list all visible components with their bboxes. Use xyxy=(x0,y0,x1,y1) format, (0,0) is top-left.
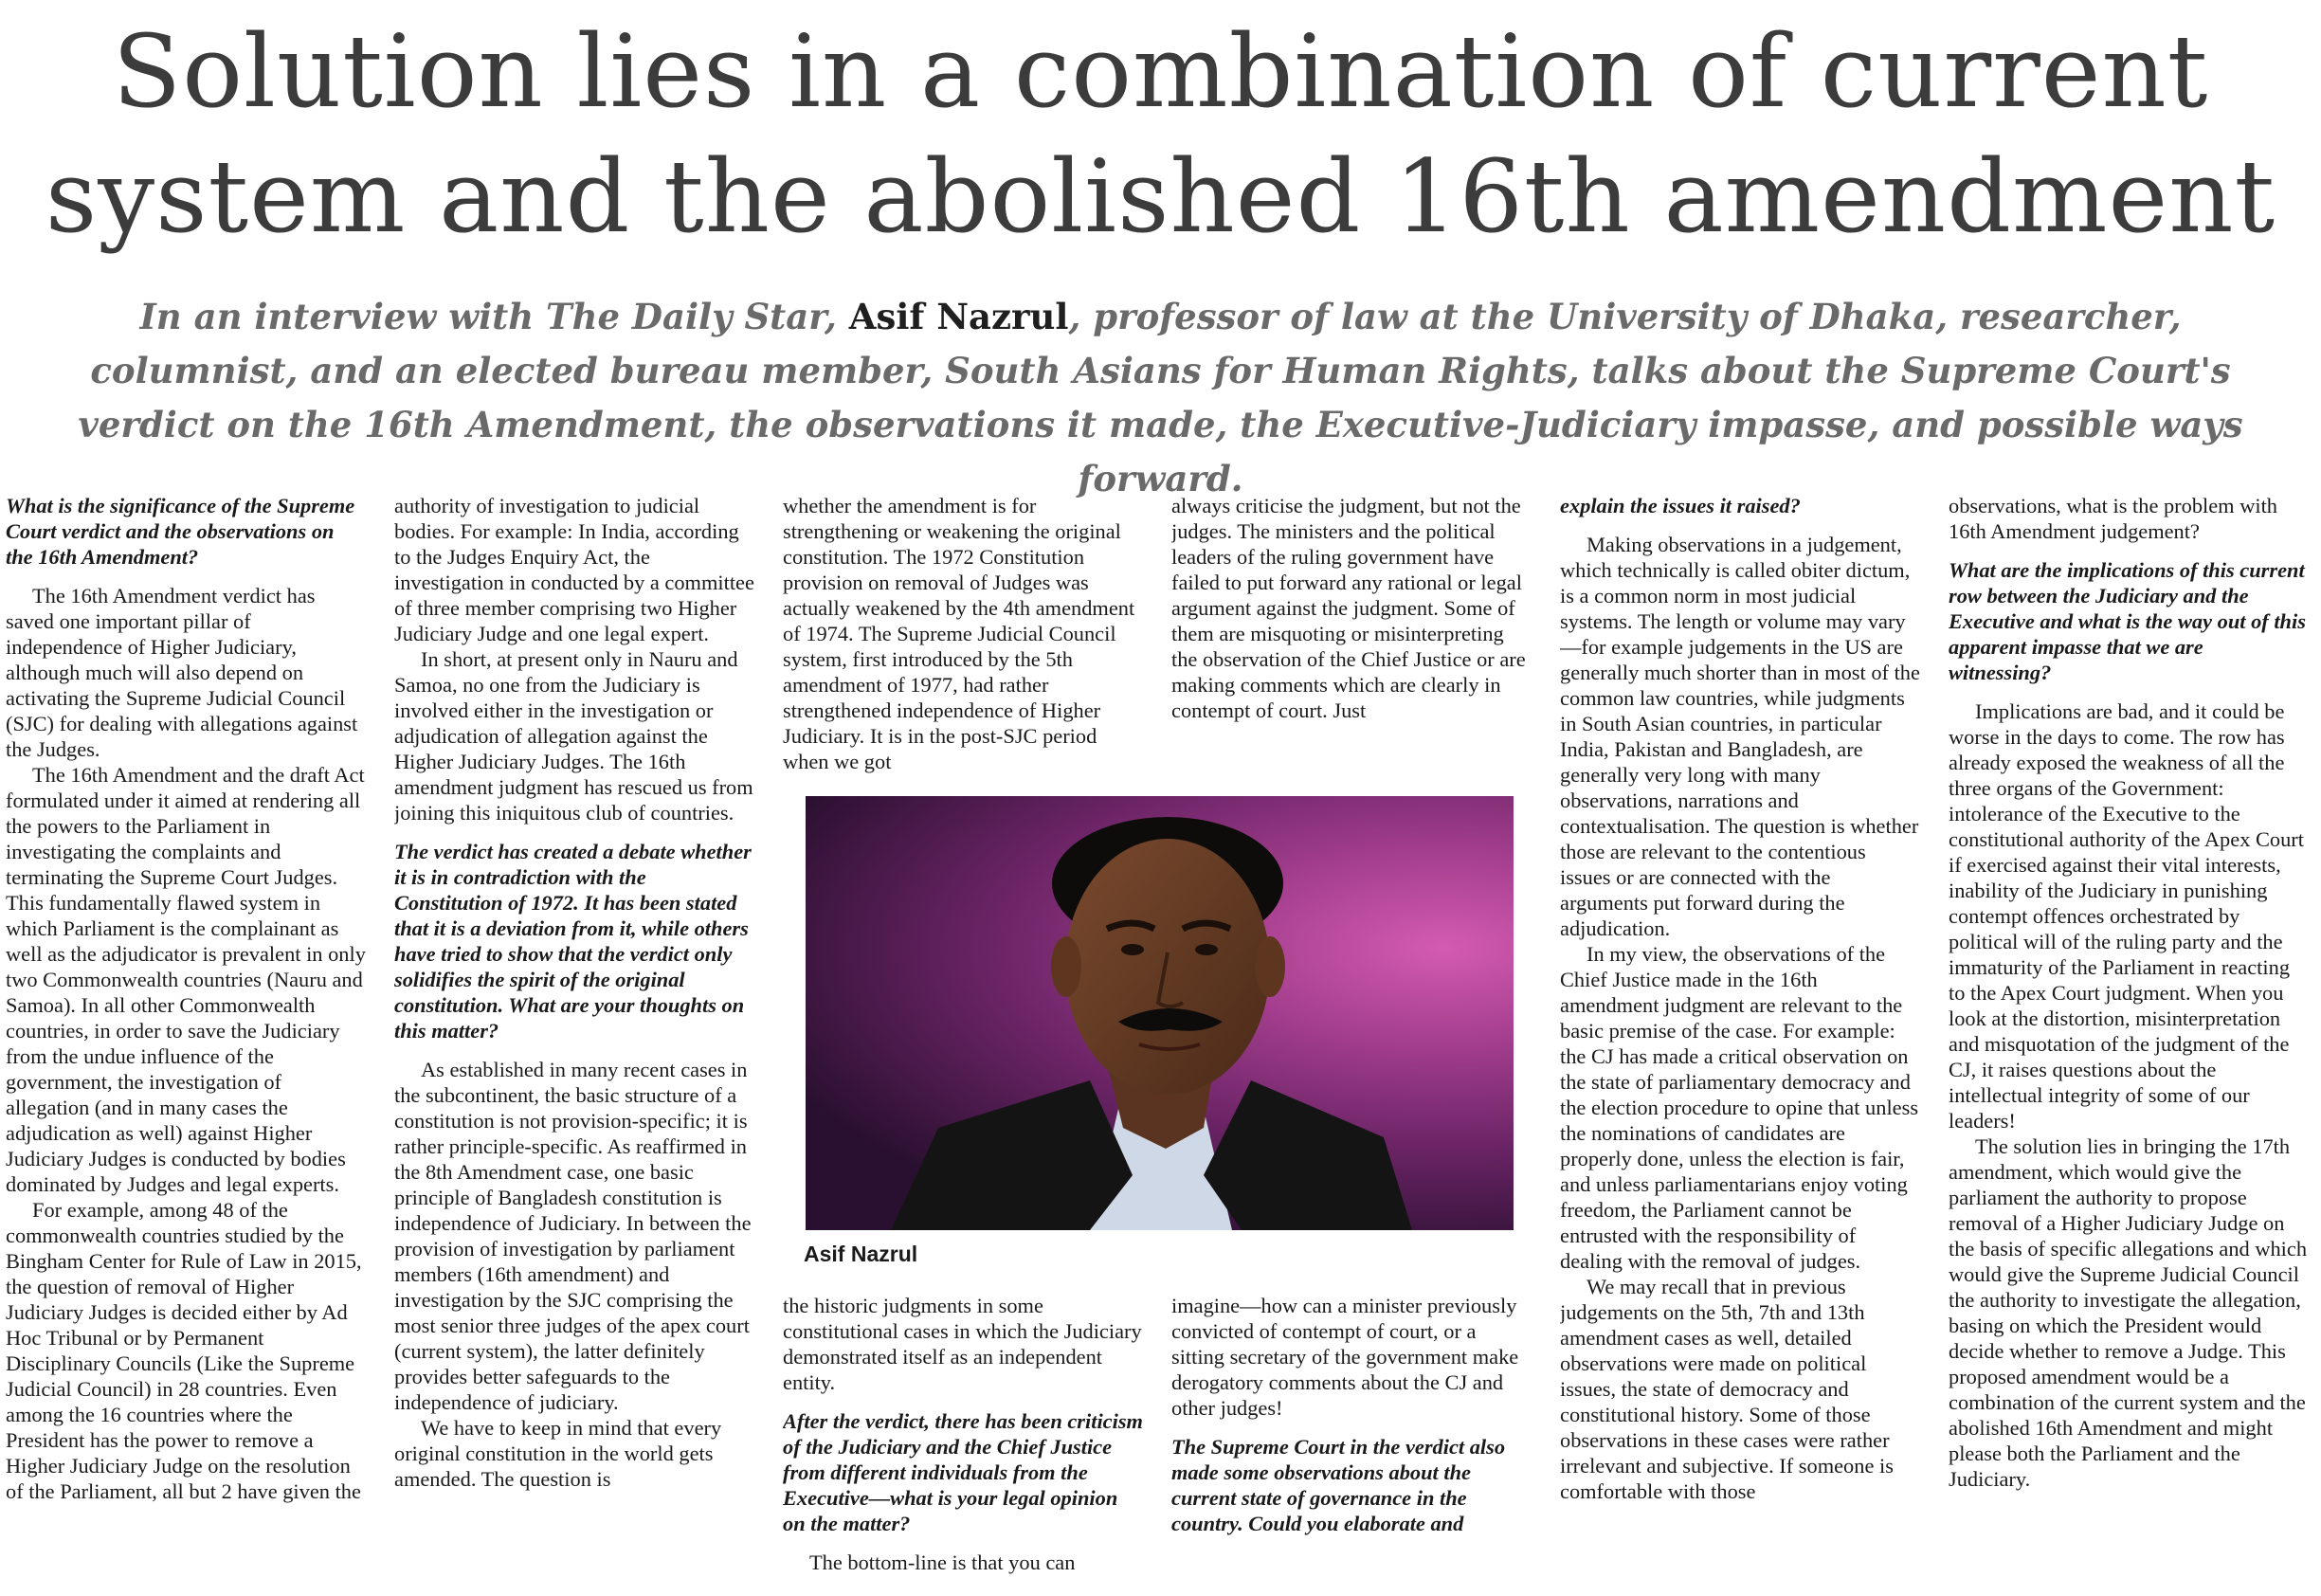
portrait-illustration xyxy=(806,796,1514,1230)
answer-paragraph: The bottom-line is that you can xyxy=(809,1551,1076,1574)
article-column-3-bottom xyxy=(783,1293,1143,1587)
article-column-6 xyxy=(1949,493,2309,1583)
photo-caption: Asif Nazrul xyxy=(804,1242,918,1266)
answer-paragraph: imagine—how can a minister previously convicted of contempt of court, or a sitting secretary of the government make derogatory comments about the CJ and other judges! xyxy=(1171,1294,1519,1420)
question: The Supreme Court in the verdict also made some observations about the current state of governance in the country. Could you elaborate and xyxy=(1171,1435,1506,1535)
answer-paragraph: Making observations in a judgement, which technically is called obiter dictum, is a common norm in most judicial systems. The length or volume may vary—for example judgements in the US are generally much shorter than in most of the common law countries, while judgments in South Asian countries, in particular India, Pakistan and Bangladesh, are generally very long with many observations, narrations and contextualisation. The question is whether those are relevant to the contentious issues or are connected with the arguments put forward during the adjudication. xyxy=(1560,533,1920,940)
article-column-2 xyxy=(394,493,754,1583)
question: What is the significance of the Supreme Court verdict and the observations on the 16th Amendment? xyxy=(6,494,355,569)
answer-paragraph: always criticise the judgment, but not the judges. The ministers and the political leaders of the ruling government have failed to put forward any rational or legal argument against the judgment. Some of them are misquoting or misinterpreting the observation of the Chief Justice or are making comments which are clearly in contempt of court. Just xyxy=(1171,494,1526,722)
headline xyxy=(0,9,2321,260)
standfirst-lead: In an interview with The Daily Star, xyxy=(139,296,849,337)
answer-paragraph: For example, among 48 of the commonwealth countries studied by the Bingham Center for Rule of Law in 2015, the question of removal of Higher Judiciary Judges is decided either by Ad Hoc Tribunal or by Permanent Disciplinary Councils (Like the Supreme Judicial Council) in 28 countries. Even among the 16 countries where the President has the power to remove a Higher Judiciary Judge on the resolution of the Parliament, all but 2 have given the xyxy=(6,1198,362,1503)
answer-paragraph: The solution lies in bringing the 17th amendment, which would give the parliament the authority to propose removal of a Higher Judiciary Judge on the basis of specific allegations and which would give the Supreme Judicial Council the authority to investigate the allegation, basing on which the President would decide whether to remove a Judge. This proposed amendment would be a combination of the current system and the abolished 16th Amendment and might please both the Parliament and the Judiciary. xyxy=(1949,1134,2308,1491)
answer-paragraph: The 16th Amendment verdict has saved one important pillar of independence of Higher Judiciary, although much will also depend on activating the Supreme Judicial Council (SJC) for dealing with allegations against the Judges. xyxy=(6,584,358,761)
headline-line-1: Solution lies in a combination of current xyxy=(112,13,2209,130)
question: explain the issues it raised? xyxy=(1560,494,1801,517)
answer-paragraph: We have to keep in mind that every original constitution in the world gets amended. The question is xyxy=(394,1416,722,1491)
answer-paragraph: observations, what is the problem with 16th Amendment judgement? xyxy=(1949,494,2278,543)
answer-paragraph: the historic judgments in some constitutional cases in which the Judiciary demonstrated itself as an independent entity. xyxy=(783,1294,1142,1394)
answer-paragraph: Implications are bad, and it could be worse in the days to come. The row has already exposed the weakness of all the three organs of the Government: intolerance of the Executive to the constitutional authority of the Apex Court if exercised against their vital interests, inability of the Judiciary in punishing contempt offences orchestrated by political will of the ruling party and the immaturity of the Parliament in reacting to the Apex Court judgment. When you look at the distortion, misinterpretation and misquotation of the judgment of the CJ, it raises questions about the intellectual integrity of some of our leaders! xyxy=(1949,699,2304,1133)
answer-paragraph: whether the amendment is for strengthening or weakening the original constitution. The 1972 Constitution provision on removal of Judges was actually weakened by the 4th amendment of 1974. The Supreme Judicial Council system, first introduced by the 5th amendment of 1977, had rather strengthened independence of Higher Judiciary. It is in the post-SJC period when we got xyxy=(783,494,1135,773)
article-column-3-top xyxy=(783,493,1143,806)
article-column-1 xyxy=(6,493,366,1583)
interviewee-name: Asif Nazrul xyxy=(848,296,1069,337)
question: After the verdict, there has been criticism of the Judiciary and the Chief Justice from different individuals from the Executive—what is your legal opinion on the matter? xyxy=(783,1409,1143,1535)
answer-paragraph: In short, at present only in Nauru and Samoa, no one from the Judiciary is involved either in the investigation or adjudication of allegation against the Higher Judiciary Judges. The 16th amendment judgment has rescued us from joining this iniquitous club of countries. xyxy=(394,647,753,825)
question: The verdict has created a debate whether it is in contradiction with the Constitution of 1972. It has been stated that it is a deviation from it, while others have tried to show that the verdict only solidifies the spirit of the original constitution. What are your thoughts on this matter? xyxy=(394,840,752,1043)
answer-paragraph: authority of investigation to judicial bodies. For example: In India, according to the Judges Enquiry Act, the investigation in conducted by a committee of three member comprising two Higher Judiciary Judge and one legal expert. xyxy=(394,494,754,645)
portrait-photo xyxy=(806,796,1514,1230)
article-column-4-top xyxy=(1171,493,1532,806)
standfirst-rest: , professor of law at the University of Dhaka, researcher, columnist, and an elected bureau member, South Asians for Human Rights, talks about the Supreme Court's verdict on the 16th Amendment, the observations it made, the Executive-Judiciary impasse, and possible ways forward. xyxy=(78,296,2243,499)
answer-paragraph: In my view, the observations of the Chief Justice made in the 16th amendment judgment are relevant to the basic premise of the case. For example: the CJ has made a critical observation on the state of parliamentary democracy and the election procedure to opine that unless the nominations of candidates are properly done, unless the election is fair, and unless parliamentarians enjoy voting freedom, the Parliament cannot be entrusted with the responsibility of dealing with the removal of judges. xyxy=(1560,942,1919,1273)
article-column-4-bottom xyxy=(1171,1293,1532,1587)
question: What are the implications of this current row between the Judiciary and the Executive and what is the way out of this apparent impasse that we are witnessing? xyxy=(1949,558,2306,684)
answer-paragraph: The 16th Amendment and the draft Act formulated under it aimed at rendering all the powers to the Parliament in investigating the complaints and terminating the Supreme Court Judges. This fundamentally flawed system in which Parliament is the complainant as well as the adjudicator is prevalent in only two Commonwealth countries (Nauru and Samoa). In all other Commonwealth countries, in order to save the Judiciary from the undue influence of the government, the investigation of allegation (and in many cases the adjudication as well) against Higher Judiciary Judges is conducted by bodies dominated by Judges and legal experts. xyxy=(6,763,366,1196)
answer-paragraph: As established in many recent cases in the subcontinent, the basic structure of a constitution is not provision-specific; it is rather principle-specific. As reaffirmed in the 8th Amendment case, one basic principle of Bangladesh constitution is independence of Judiciary. In between the provision of investigation by parliament members (16th amendment) and investigation by the SJC comprising the most senior three judges of the apex court (current system), the latter definitely provides better safeguards to the independence of judiciary. xyxy=(394,1058,752,1414)
article-column-5 xyxy=(1560,493,1920,1583)
headline-line-2: system and the abolished 16th amendment xyxy=(45,138,2276,255)
answer-paragraph: We may recall that in previous judgements on the 5th, 7th and 13th amendment cases as well, detailed observations were made on political issues, the state of democracy and constitutional history. Some of those observations in these cases were rather irrelevant and subjective. If someone is comfortable with those xyxy=(1560,1275,1894,1503)
standfirst xyxy=(57,290,2264,506)
